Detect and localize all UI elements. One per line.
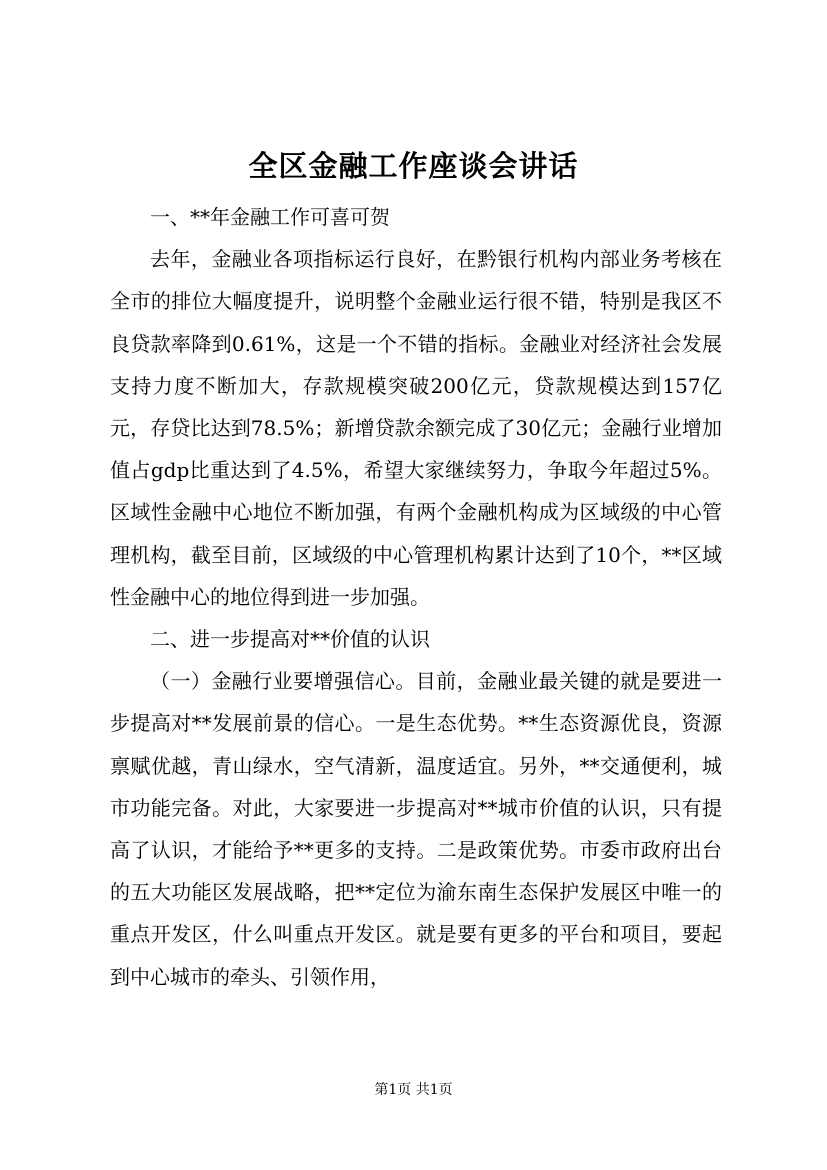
document-body (110, 196, 722, 998)
paragraph-2: （一）金融行业要增强信心。目前，金融业最关键的就是要进一步提高对**发展前景的信心。一是生态优势。**生态资源优良，资源禀赋优越，青山绿水，空气清新，温度适宜。另外，**交通便利，城市功能完备。对此，大家要进一步提高对**城市价值的认识，只有提高了认识，才能给予**更多的支持。二是政策优势。市委市政府出台的五大功能区发展战略，把**定位为渝东南生态保护发展区中唯一的重点开发区，什么叫重点开发区。就是要有更多的平台和项目，要起到中心城市的牵头、引领作用， (110, 669, 722, 989)
page-footer: 第1页 共1页 (374, 1082, 453, 1098)
section-heading-1: 一、**年金融工作可喜可贺 (150, 205, 390, 229)
document-title: 全区金融工作座谈会讲话 (248, 149, 579, 183)
paragraph-1: 去年，金融业各项指标运行良好，在黔银行机构内部业务考核在全市的排位大幅度提升，说明整个金融业运行很不错，特别是我区不良贷款率降到0.61%，这是一个不错的指标。金融业对经济社会发展支持力度不断加大，存款规模突破200亿元，贷款规模达到157亿元，存贷比达到78.5%；新增贷款余额完成了30亿元；金融行业增加值占gdp比重达到了4.5%，希望大家继续努力，争取今年超过5%。区域性金融中心地位不断加强，有两个金融机构成为区域级的中心管理机构，截至目前，区域级的中心管理机构累计达到了10个，**区域性金融中心的地位得到进一步加强。 (110, 247, 722, 609)
section-heading-2: 二、进一步提高对**价值的认识 (150, 627, 430, 652)
